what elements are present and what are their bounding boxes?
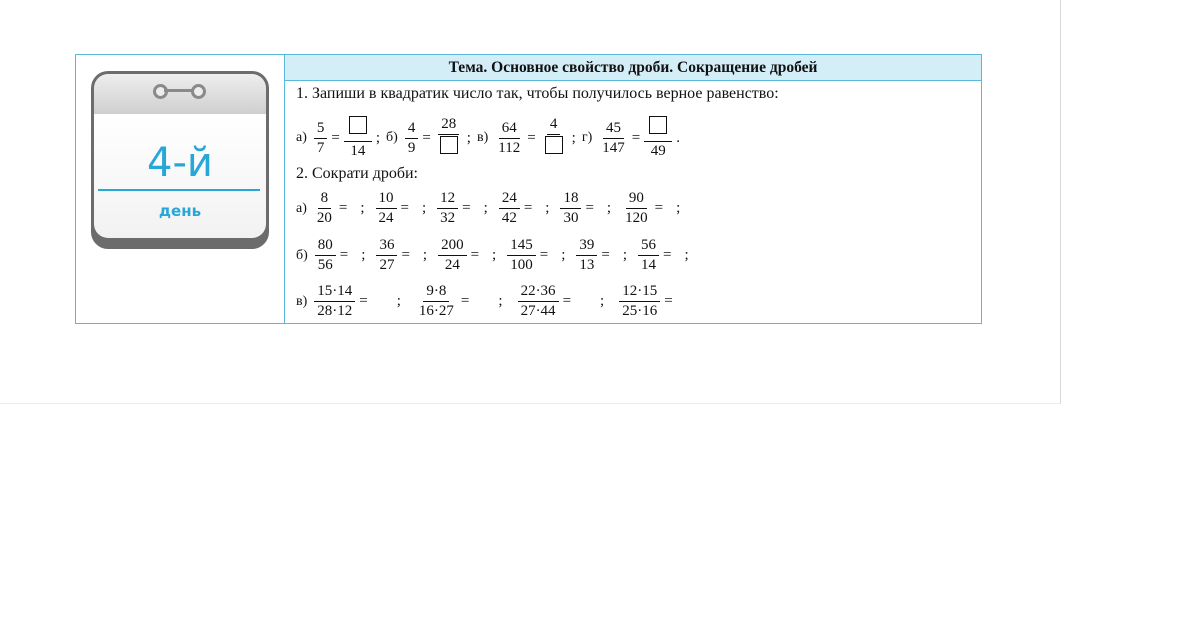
fraction-numerator: 80 <box>315 236 336 256</box>
equals-sign: = <box>400 200 409 216</box>
separator: ; <box>676 200 681 216</box>
equals-sign: = <box>338 200 348 216</box>
fraction-numerator: 5 <box>314 119 328 139</box>
fraction-numerator: 145 <box>507 236 536 256</box>
day-label: день <box>158 202 202 220</box>
fraction-denominator: 13 <box>579 257 595 273</box>
fraction-numerator: 8 <box>318 189 332 209</box>
task2-row-b <box>296 236 699 275</box>
fraction-denominator <box>435 135 463 161</box>
answer-box <box>440 136 458 154</box>
equals-sign: = <box>460 293 470 309</box>
equals-sign: = <box>462 200 471 216</box>
fraction <box>540 115 568 161</box>
fraction-denominator: 28·12 <box>317 303 353 319</box>
equals-sign: = <box>663 247 672 263</box>
fraction-denominator: 100 <box>510 257 533 273</box>
separator: ; <box>396 293 401 309</box>
fraction <box>314 189 335 228</box>
separator: ; <box>422 247 428 263</box>
equals-sign: = <box>523 200 533 216</box>
fraction-numerator: 10 <box>376 189 397 209</box>
fraction <box>644 115 672 161</box>
fraction-denominator: 120 <box>625 210 648 226</box>
item-label: а) <box>296 130 307 145</box>
fraction-numerator: 18 <box>560 189 581 209</box>
fraction-denominator: 14 <box>350 143 366 159</box>
fraction <box>499 189 520 228</box>
row-label: в) <box>296 293 308 309</box>
day-cell <box>76 55 285 323</box>
fraction-denominator: 24 <box>444 257 460 273</box>
row-label: б) <box>296 247 308 263</box>
separator: ; <box>483 200 488 216</box>
fraction-denominator: 25·16 <box>622 303 658 319</box>
calendar-ring-right <box>191 84 206 99</box>
equals-sign: = <box>601 247 610 263</box>
fraction-denominator: 20 <box>316 210 332 226</box>
fraction-denominator: 24 <box>378 210 394 226</box>
fraction-numerator: 64 <box>499 119 520 139</box>
task1-heading: 1. Запиши в квадратик число так, чтобы получилось верное равенство: <box>296 85 779 102</box>
fraction <box>622 189 651 228</box>
equals-sign: = <box>539 247 549 263</box>
fraction <box>437 189 458 228</box>
fraction <box>518 282 559 321</box>
separator: ; <box>561 247 566 263</box>
fraction-numerator: 12 <box>437 189 458 209</box>
equals-sign: = <box>339 247 349 263</box>
fraction-numerator: 9·8 <box>423 282 449 302</box>
equals-sign: = <box>562 293 572 309</box>
separator: ; <box>361 247 366 263</box>
separator: ; <box>492 247 497 263</box>
fraction-denominator: 49 <box>650 143 666 159</box>
equals-sign: = <box>585 200 594 216</box>
item-label: б) <box>386 130 398 145</box>
fraction <box>599 119 628 158</box>
fraction <box>314 119 328 158</box>
answer-box <box>649 116 667 134</box>
fraction-denominator: 9 <box>407 139 416 156</box>
separator: ; <box>622 247 627 263</box>
fraction-numerator: 4 <box>405 119 419 139</box>
fraction <box>416 282 457 321</box>
fraction-denominator: 147 <box>602 139 625 156</box>
separator: ; <box>360 200 365 216</box>
fraction <box>576 236 597 275</box>
fraction <box>314 282 355 321</box>
fraction-denominator: 112 <box>498 139 521 156</box>
fraction <box>405 119 419 158</box>
fraction-numerator: 90 <box>626 189 647 209</box>
fraction <box>438 236 467 275</box>
item-label: в) <box>476 130 489 145</box>
equals-sign: = <box>422 129 431 146</box>
task-card <box>75 54 982 324</box>
separator: ; <box>606 200 612 216</box>
fraction <box>315 236 336 275</box>
separator: ; <box>422 200 427 216</box>
equals-sign: = <box>331 129 340 146</box>
fraction-denominator: 27·44 <box>520 303 556 319</box>
fraction <box>619 282 660 321</box>
separator: ; <box>600 293 605 309</box>
fraction-numerator: 4 <box>547 115 561 135</box>
fraction-denominator <box>540 135 568 161</box>
equals-sign: = <box>401 247 410 263</box>
calendar-icon <box>91 71 269 251</box>
fraction-numerator: 24 <box>499 189 520 209</box>
separator: ; <box>571 129 576 146</box>
calendar-divider <box>98 189 260 191</box>
equals-sign: = <box>527 129 536 146</box>
fraction-denominator: 32 <box>440 210 456 226</box>
separator: ; <box>684 247 689 263</box>
row-label: а) <box>296 200 307 216</box>
separator: . <box>676 129 680 146</box>
fraction-denominator: 27 <box>379 257 395 273</box>
separator: ; <box>375 129 381 146</box>
fraction <box>435 115 463 161</box>
fraction <box>507 236 536 275</box>
task1-equations <box>296 115 686 161</box>
item-label: г) <box>581 130 593 145</box>
fraction <box>560 189 581 228</box>
fraction-numerator: 39 <box>576 236 597 256</box>
day-number: 4-й <box>147 140 213 186</box>
fraction <box>638 236 659 275</box>
fraction-numerator: 36 <box>376 236 397 256</box>
fraction-denominator: 7 <box>316 139 325 156</box>
equals-sign: = <box>359 293 368 309</box>
answer-box <box>349 116 367 134</box>
fraction <box>376 236 397 275</box>
fraction-denominator: 14 <box>641 257 656 273</box>
fraction-numerator: 12·15 <box>619 282 660 302</box>
equals-sign: = <box>631 129 641 146</box>
separator: ; <box>466 129 471 146</box>
equals-sign: = <box>470 247 480 263</box>
fraction-denominator: 30 <box>563 210 579 226</box>
fraction-numerator <box>344 115 372 142</box>
fraction <box>495 119 523 158</box>
fraction-numerator: 22·36 <box>518 282 559 302</box>
task2-row-a <box>296 189 690 228</box>
separator: ; <box>545 200 550 216</box>
separator: ; <box>498 293 503 309</box>
equals-sign: = <box>654 200 664 216</box>
fraction-numerator: 15·14 <box>314 282 355 302</box>
fraction-denominator: 56 <box>317 257 333 273</box>
task2-heading: 2. Сократи дроби: <box>296 165 418 182</box>
topic-title: Тема. Основное свойство дроби. Сокращение дробей <box>285 55 981 81</box>
fraction-numerator: 28 <box>438 115 459 135</box>
fraction <box>376 189 397 228</box>
fraction <box>344 115 372 161</box>
fraction-denominator: 42 <box>501 210 517 226</box>
equals-sign: = <box>664 293 673 309</box>
fraction-numerator: 200 <box>438 236 467 256</box>
fraction-numerator: 45 <box>603 119 624 139</box>
answer-box <box>545 136 563 154</box>
fraction-denominator: 16·27 <box>418 303 454 319</box>
task2-row-c <box>296 282 676 321</box>
fraction-numerator: 56 <box>638 236 659 256</box>
fraction-numerator <box>644 115 672 142</box>
